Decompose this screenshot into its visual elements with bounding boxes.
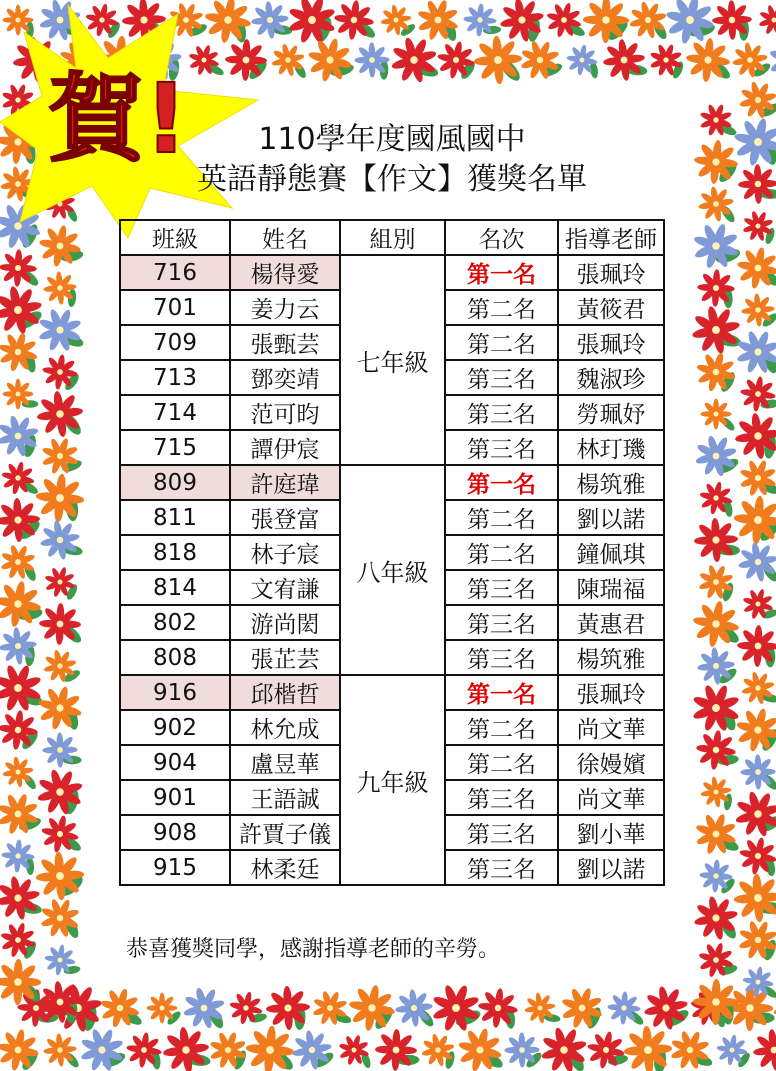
cell-teacher: 黃筱君 <box>558 290 664 325</box>
cell-name: 許賈子儀 <box>230 815 340 850</box>
flower-icon <box>93 981 147 1035</box>
flower-icon <box>687 301 745 359</box>
header-teacher: 指導老師 <box>558 220 664 255</box>
flower-icon <box>496 0 548 46</box>
flower-icon <box>732 872 776 924</box>
flower-icon <box>30 594 89 653</box>
title-school: 110學年度國風國中 <box>258 122 526 157</box>
cell-name: 林允成 <box>230 710 340 745</box>
cell-class: 715 <box>120 430 230 465</box>
flower-icon <box>285 1023 340 1071</box>
flower-icon <box>540 0 588 44</box>
flower-icon <box>733 453 776 502</box>
flower-icon <box>688 806 744 862</box>
flower-icon <box>0 1021 47 1071</box>
table-row <box>120 255 664 290</box>
badge-text: 賀! <box>48 63 188 175</box>
flower-icon <box>533 1019 595 1071</box>
cell-rank: 第一名 <box>445 465 558 500</box>
header-group: 組別 <box>340 220 445 255</box>
cell-rank: 第三名 <box>445 815 558 850</box>
flower-icon <box>732 74 776 125</box>
cell-name: 姜力云 <box>230 290 340 325</box>
cell-group: 七年級 <box>340 255 445 465</box>
flower-icon <box>727 783 776 845</box>
flower-icon <box>736 624 776 667</box>
flower-icon <box>430 34 482 86</box>
flower-icon <box>725 35 774 84</box>
cell-class: 908 <box>120 815 230 850</box>
header-rank: 名次 <box>445 220 558 255</box>
flower-icon <box>688 428 745 485</box>
cell-teacher: 劉以諾 <box>558 500 664 535</box>
cell-class: 701 <box>120 290 230 325</box>
cell-class: 902 <box>120 710 230 745</box>
cell-class: 814 <box>120 570 230 605</box>
flower-icon <box>622 1024 674 1071</box>
flower-icon <box>32 302 89 359</box>
cell-class: 808 <box>120 640 230 675</box>
cell-teacher: 張珮玲 <box>558 675 664 710</box>
flower-icon <box>411 0 465 47</box>
flower-icon <box>0 916 42 964</box>
cell-name: 楊得愛 <box>230 255 340 290</box>
cell-teacher: 楊筑雅 <box>558 465 664 500</box>
flower-icon <box>34 808 86 860</box>
cell-teacher: 勞珮妤 <box>558 395 664 430</box>
flower-icon <box>340 976 404 1040</box>
flower-icon <box>0 656 50 719</box>
header-class: 班級 <box>120 220 230 255</box>
cell-rank: 第一名 <box>445 675 558 710</box>
flower-icon <box>37 643 82 688</box>
flower-icon <box>35 347 84 396</box>
cell-teacher: 劉小華 <box>558 815 664 850</box>
flower-icon <box>160 1024 212 1071</box>
footer-note: 恭喜獲獎同學，感謝指導老師的辛勞。 <box>126 937 501 962</box>
flower-icon <box>26 842 94 910</box>
flower-icon <box>729 323 776 381</box>
flower-icon <box>36 432 84 480</box>
cell-rank: 第二名 <box>445 500 558 535</box>
flower-icon <box>694 560 739 605</box>
flower-icon <box>694 938 738 982</box>
cell-class: 904 <box>120 745 230 780</box>
flower-icon <box>693 853 740 900</box>
cell-class: 713 <box>120 360 230 395</box>
cell-name: 張登富 <box>230 500 340 535</box>
cell-teacher: 劉以諾 <box>558 850 664 885</box>
cell-teacher: 徐嫚嬪 <box>558 745 664 780</box>
cell-class: 802 <box>120 605 230 640</box>
flower-icon <box>34 472 86 524</box>
flower-icon <box>601 37 648 84</box>
cell-teacher: 尚文華 <box>558 710 664 745</box>
flower-icon <box>689 345 743 399</box>
cell-name: 游尚閎 <box>230 605 340 640</box>
cell-class: 714 <box>120 395 230 430</box>
flower-icon <box>687 217 746 276</box>
flower-icon <box>0 410 44 462</box>
flower-icon <box>424 976 487 1039</box>
cell-name: 許庭瑋 <box>230 465 340 500</box>
flower-icon <box>763 31 776 90</box>
flower-icon <box>0 577 45 631</box>
flower-icon <box>203 1025 252 1071</box>
flower-icon <box>731 535 776 590</box>
flower-icon <box>497 1025 547 1071</box>
cell-rank: 第三名 <box>445 360 558 395</box>
cell-rank: 第二名 <box>445 290 558 325</box>
cell-rank: 第三名 <box>445 850 558 885</box>
cell-rank: 第二名 <box>445 710 558 745</box>
flower-icon <box>514 34 567 87</box>
cell-rank: 第三名 <box>445 395 558 430</box>
cell-rank: 第三名 <box>445 780 558 815</box>
cell-class: 901 <box>120 780 230 815</box>
flower-icon <box>554 980 610 1036</box>
flower-icon <box>3 379 34 410</box>
table-header-row <box>120 220 664 255</box>
cell-class: 915 <box>120 850 230 885</box>
flower-icon <box>374 0 417 42</box>
flower-icon <box>755 1 776 40</box>
flower-icon <box>693 517 739 563</box>
flower-icon <box>724 486 776 554</box>
flower-icon <box>584 1028 628 1071</box>
flower-icon <box>729 239 776 297</box>
cell-teacher: 鐘佩琪 <box>558 535 664 570</box>
flower-icon <box>0 787 45 841</box>
flower-icon <box>684 676 747 739</box>
flower-icon <box>694 98 737 141</box>
flower-icon <box>733 747 776 797</box>
cell-group: 八年級 <box>340 465 445 675</box>
flower-icon <box>0 242 44 295</box>
flower-icon <box>385 31 443 89</box>
flower-icon <box>573 0 638 53</box>
flower-icon <box>0 328 42 377</box>
cell-name: 張甄芸 <box>230 325 340 360</box>
flower-icon <box>140 986 184 1030</box>
flower-icon <box>0 455 41 500</box>
flower-icon <box>735 287 776 333</box>
flower-icon <box>236 1016 304 1071</box>
cell-class: 709 <box>120 325 230 360</box>
flower-icon <box>622 0 673 46</box>
flower-icon <box>226 988 266 1028</box>
cell-name: 林柔廷 <box>230 850 340 885</box>
cell-teacher: 魏淑珍 <box>558 360 664 395</box>
cell-teacher: 林玎璣 <box>558 430 664 465</box>
flower-icon <box>694 728 738 772</box>
flower-icon <box>39 561 80 602</box>
flower-icon <box>690 640 743 693</box>
cell-teacher: 尚文華 <box>558 780 664 815</box>
cell-name: 林子宸 <box>230 535 340 570</box>
flower-icon <box>685 131 747 193</box>
cell-teacher: 陳瑞福 <box>558 570 664 605</box>
flower-icon <box>303 33 357 87</box>
flower-icon <box>0 872 44 924</box>
cell-class: 916 <box>120 675 230 710</box>
cell-class: 809 <box>120 465 230 500</box>
award-table <box>119 219 665 886</box>
cell-name: 盧昱華 <box>230 745 340 780</box>
cell-rank: 第三名 <box>445 570 558 605</box>
cell-group: 九年級 <box>340 675 445 885</box>
flower-icon <box>644 38 687 81</box>
cell-teacher: 張珮玲 <box>558 255 664 290</box>
title-competition: 英語靜態賽【作文】獲獎名單 <box>197 162 587 197</box>
cell-name: 范可昀 <box>230 395 340 430</box>
cell-rank: 第二名 <box>445 535 558 570</box>
cell-name: 張芷芸 <box>230 640 340 675</box>
cell-rank: 第三名 <box>445 605 558 640</box>
cell-rank: 第一名 <box>445 255 558 290</box>
cell-teacher: 張珮玲 <box>558 325 664 360</box>
table-row <box>120 465 664 500</box>
cell-name: 邱楷哲 <box>230 675 340 710</box>
flower-icon <box>388 982 441 1035</box>
flower-icon <box>37 517 83 563</box>
flower-icon <box>28 382 93 447</box>
cell-rank: 第二名 <box>445 325 558 360</box>
flower-icon <box>308 986 353 1031</box>
cell-rank: 第三名 <box>445 430 558 465</box>
flower-icon <box>33 681 87 735</box>
table-row <box>120 675 664 710</box>
cell-rank: 第三名 <box>445 640 558 675</box>
celebration-badge <box>0 0 260 240</box>
flower-icon <box>0 702 46 758</box>
flower-icon <box>710 1028 753 1071</box>
cell-class: 811 <box>120 500 230 535</box>
cell-rank: 第二名 <box>445 745 558 780</box>
flower-icon <box>31 763 89 821</box>
flower-icon <box>728 700 776 760</box>
cell-class: 818 <box>120 535 230 570</box>
flower-icon <box>34 892 87 945</box>
cell-name: 鄧奕靖 <box>230 360 340 395</box>
cell-name: 文宥謙 <box>230 570 340 605</box>
header-name: 姓名 <box>230 220 340 255</box>
cell-name: 王語誠 <box>230 780 340 815</box>
cell-class: 716 <box>120 255 230 290</box>
cell-teacher: 黃惠君 <box>558 605 664 640</box>
cell-teacher: 楊筑雅 <box>558 640 664 675</box>
cell-name: 譚伊宸 <box>230 430 340 465</box>
